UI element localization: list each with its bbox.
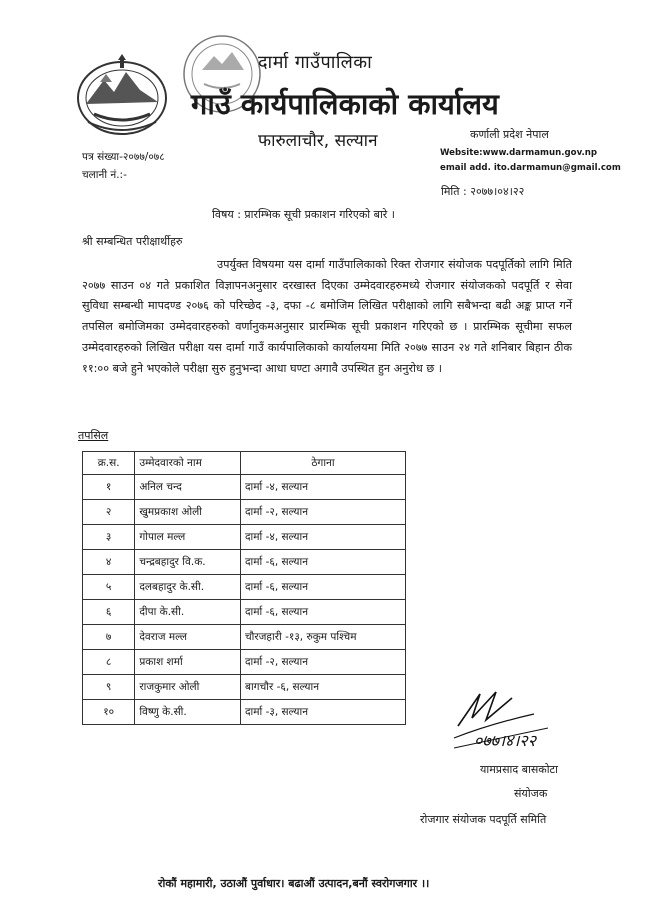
body-text: उपर्युक्त विषयमा यस दार्मा गाउँपालिकाको रिक्त रोजगार संयोजक पदपूर्तिको लागि मिति २०७७ साउन ०४ गते प्रकाशित विज्ञापनअनुसार दरखास्त दिएका उम्मेदवारहरुमध्ये रोजगार संयोजकको पदपूर्ति र सेवा सुविधा सम्बन्धी मापदण्ड २०७६ को परिच्छेद -३, दफा -८ बमोजिम लिखित परीक्षाको लागि सबैभन्दा बढी अङ्क प्राप्त गर्ने तपसिल बमोजिमका उम्मेदवारहरुको वर्णानुकमअनुसार प्रारम्भिक सूची प्रकाशन गरिएको छ । प्रारम्भिक सूचीमा सफल उम्मेदवारहरुको लिखित परीक्षा यस दार्मा गाउँ कार्यपालिकाको कार्यालयमा मिति २०७७ साउन २४ गते शनिबार बिहान ठीक ११:०० बजे हुने भएकोले परीक्षा सुरु हुनुभन्दा आधा घण्टा अगावै उपस्थित हुन अनुरोध छ । (82, 258, 572, 375)
table-row (83, 475, 406, 500)
office-location: फारुलाचौर, सल्यान (258, 131, 378, 151)
government-emblem-icon (74, 52, 170, 138)
cell-name: प्रकाश शर्मा (135, 650, 241, 675)
table-row (83, 675, 406, 700)
cell-address: दार्मा -६, सल्यान (240, 600, 405, 625)
cell-address: दार्मा -६, सल्यान (240, 575, 405, 600)
website-text: Website:www.darmamun.gov.np (440, 148, 598, 158)
candidate-table (82, 451, 406, 725)
table-header-row (83, 452, 406, 475)
cell-name: चन्द्रबहादुर वि.क. (135, 550, 241, 575)
municipality-name: दार्मा गाउँपालिका (258, 52, 373, 73)
cell-serial: २ (83, 500, 135, 525)
province-name: कर्णाली प्रदेश नेपाल (470, 128, 549, 141)
cell-name: देवराज मल्ल (135, 625, 241, 650)
header-serial: क्र.स. (83, 452, 135, 475)
cell-address: बागचौर -६, सल्यान (240, 675, 405, 700)
cell-serial: ७ (83, 625, 135, 650)
cell-address: दार्मा -४, सल्यान (240, 475, 405, 500)
table-row (83, 500, 406, 525)
cell-address: दार्मा -२, सल्यान (240, 650, 405, 675)
body-paragraph (82, 255, 572, 379)
table-row (83, 650, 406, 675)
cell-address: दार्मा -३, सल्यान (240, 700, 405, 725)
cell-address: दार्मा -२, सल्यान (240, 500, 405, 525)
cell-serial: ८ (83, 650, 135, 675)
cell-serial: ६ (83, 600, 135, 625)
cell-name: खुमप्रकाश ओली (135, 500, 241, 525)
salutation: श्री सम्बन्धित परीक्षार्थीहरु (82, 235, 183, 248)
subject-line: विषय : प्रारम्भिक सूची प्रकाशन गरिएको बारे । (212, 208, 395, 221)
handwritten-signature (450, 688, 570, 758)
table-row (83, 550, 406, 575)
cell-name: राजकुमार ओली (135, 675, 241, 700)
signatory-role: संयोजक (514, 787, 548, 800)
table-row (83, 700, 406, 725)
signatory-name: यामप्रसाद बासकोटा (480, 763, 558, 776)
committee-name: रोजगार संयोजक पदपूर्ति समिति (420, 813, 547, 826)
cell-address: दार्मा -६, सल्यान (240, 550, 405, 575)
table-row (83, 525, 406, 550)
footer-slogan: रोकौं महामारी, उठाऔं पुर्वाधार। बढाऔं उत्पादन,बनौं स्वरोगजगार ।। (158, 877, 430, 890)
cell-name: दलबहादुर के.सी. (135, 575, 241, 600)
cell-serial: १० (83, 700, 135, 725)
table-row (83, 625, 406, 650)
cell-address: दार्मा -४, सल्यान (240, 525, 405, 550)
table-row (83, 575, 406, 600)
letter-date: मिति : २०७७।०४।२२ (441, 185, 525, 198)
cell-address: चौरजहारी -१३, रुकुम पश्चिम (240, 625, 405, 650)
header-address: ठेगाना (240, 452, 405, 475)
reference-number: पत्र संख्या-२०७७/०७८ (82, 151, 165, 163)
tapasil-heading: तपसिल (78, 429, 109, 442)
chalani-number: चलानी नं.:- (82, 169, 127, 181)
cell-serial: ४ (83, 550, 135, 575)
cell-serial: ९ (83, 675, 135, 700)
cell-name: अनिल चन्द (135, 475, 241, 500)
cell-serial: ५ (83, 575, 135, 600)
cell-serial: १ (83, 475, 135, 500)
cell-serial: ३ (83, 525, 135, 550)
email-text: email add. ito.darmamun@gmail.com (440, 163, 621, 173)
handwritten-date: ०७७।४।२२ (474, 731, 537, 750)
cell-name: गोपाल मल्ल (135, 525, 241, 550)
cell-name: विष्णु के.सी. (135, 700, 241, 725)
office-name: गाउँ कार्यपालिकाको कार्यालय (191, 87, 499, 121)
table-row (83, 600, 406, 625)
cell-name: दीपा के.सी. (135, 600, 241, 625)
header-name: उम्मेदवारको नाम (135, 452, 241, 475)
